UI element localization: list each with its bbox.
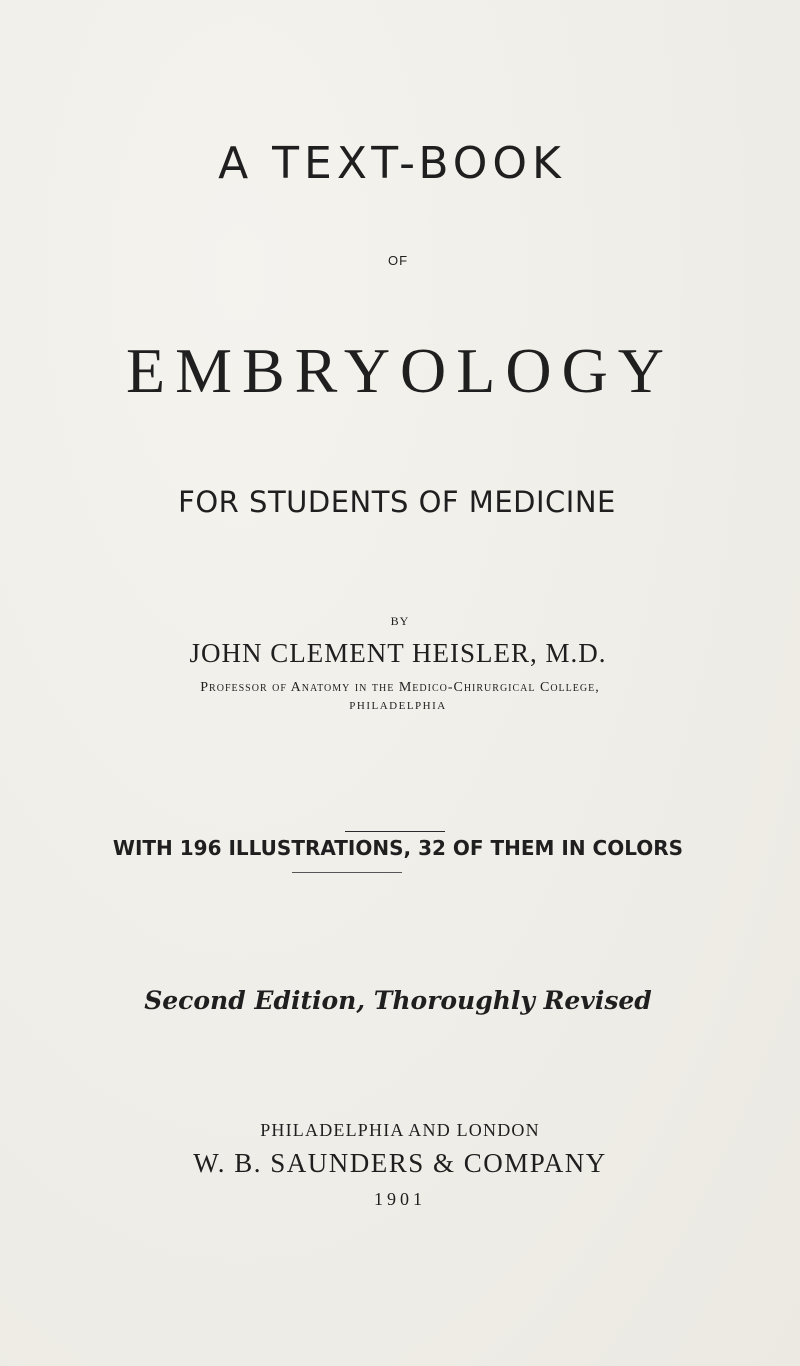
book-subtitle: FOR STUDENTS OF MEDICINE <box>178 485 616 519</box>
publisher-name: W. B. SAUNDERS & COMPANY <box>193 1148 607 1178</box>
book-title-line-1: A TEXT-BOOK <box>218 138 566 189</box>
bottom-divider-rule <box>292 872 402 873</box>
top-divider-rule <box>345 831 445 832</box>
author-position: Professor of Anatomy in the Medico-Chirurgical College, <box>200 680 600 695</box>
author-name: JOHN CLEMENT HEISLER, M.D. <box>189 638 607 668</box>
by-label: BY <box>390 614 410 628</box>
book-title-connector: OF <box>387 253 409 268</box>
book-title-line-2: EMBRYOLOGY <box>125 335 675 406</box>
illustrations-note: WITH 196 ILLUSTRATIONS, 32 OF THEM IN COLORS <box>112 836 684 860</box>
publication-year: 1901 <box>374 1189 426 1209</box>
author-city: PHILADELPHIA <box>349 700 447 712</box>
publisher-place: PHILADELPHIA AND LONDON <box>260 1120 540 1140</box>
edition-statement: Second Edition, Thoroughly Revised <box>144 986 652 1015</box>
